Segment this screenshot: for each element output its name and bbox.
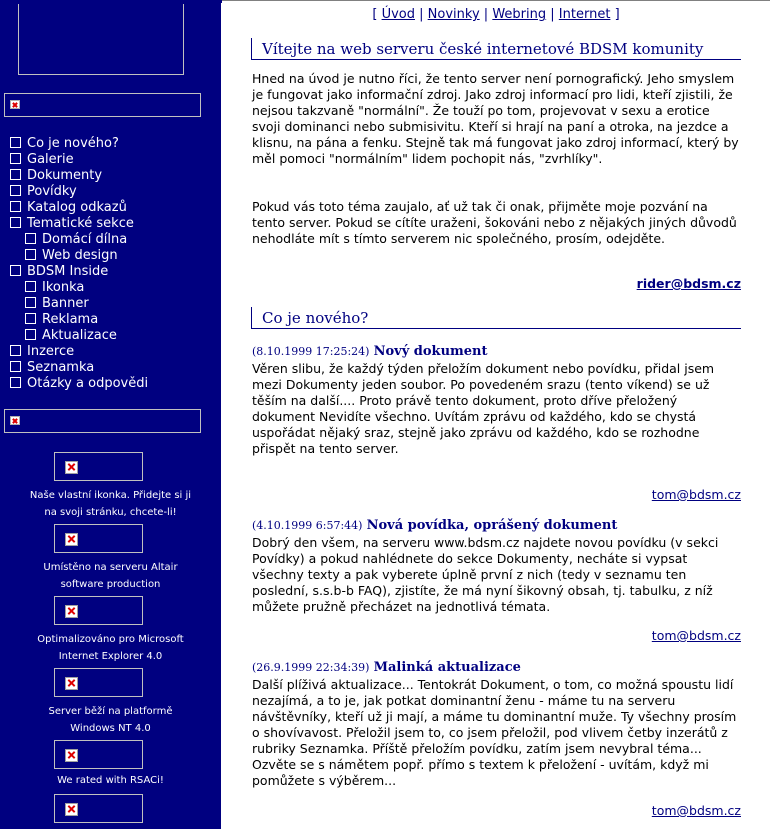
sidebar-item-co-je-noveho[interactable]: Co je nového?: [0, 136, 221, 152]
badge-caption: Naše vlastní ikonka. Přidejte si ji na svoji stránku, chcete-li!: [29, 490, 192, 518]
sidebar-item-bdsm-inside[interactable]: BDSM Inside: [0, 264, 221, 280]
news-item-text: Věren slibu, že každý týden přeložím dokument nebo povídku, přidal jsem mezi Dokumenty jeden soubor. Po povedeném srazu (tento víkend) se už těším na další.... Proto právě tento dokument, proto dříve přeložený dokument Nevidíte všechno. Uvítám zprávu od každého, kdo se chystá uspořádat nějaký sraz, stejně jako zprávu od každého, kdo se rozhodne přispět na tento server.: [252, 361, 715, 456]
checkbox-icon: [10, 201, 21, 212]
badge-ikonka[interactable]: [54, 452, 143, 481]
badge-caption: We rated with RSACi!: [57, 775, 164, 786]
broken-image-icon: [10, 100, 20, 109]
sidebar-item-aktualizace[interactable]: Aktualizace: [0, 328, 221, 344]
badge-altair[interactable]: [54, 524, 143, 553]
broken-image-icon: [65, 803, 78, 816]
news-section-title: Co je nového?: [251, 307, 741, 329]
checkbox-icon: [10, 217, 21, 228]
welcome-paragraph: Hned na úvod je nutno říci, že tento server není pornografický. Jeho smyslem je fungovat jako informační zdroj. Jako zdroj informací pro lidi, kteří zjistili, že nejsou takzvaně "normální". Že touží po tom, projevovat v sexu a erotice svoji dominanci nebo submisivitu. Kteří si hrají na paní a otroka, na jezdce a klisnu, na pána a fenku. Stejně tak má fungovat jako zdroj informací, který by měl pomoci "normálním" lidem pochopit nás, "zvrhlíky".: [252, 71, 739, 166]
checkbox-icon: [25, 313, 36, 324]
news-title: Nový dokument: [373, 344, 488, 359]
checkbox-icon: [10, 137, 21, 148]
nav-link-novinky[interactable]: Novinky: [427, 7, 480, 22]
badge-caption: Optimalizováno pro Microsoft Internet Explorer 4.0: [37, 634, 184, 662]
checkbox-icon: [10, 169, 21, 180]
news-title: Nová povídka, oprášený dokument: [366, 518, 618, 533]
sidebar-item-otazky-a-odpovedi[interactable]: Otázky a odpovědi: [0, 376, 221, 392]
sidebar-item-inzerce[interactable]: Inzerce: [0, 344, 221, 360]
sidebar-item-banner[interactable]: Banner: [0, 296, 221, 312]
checkbox-icon: [10, 265, 21, 276]
badge-internet-explorer[interactable]: [54, 596, 143, 625]
checkbox-icon: [25, 329, 36, 340]
sidebar-item-dokumenty[interactable]: Dokumenty: [0, 168, 221, 184]
checkbox-icon: [25, 297, 36, 308]
news-item-header: [252, 518, 742, 533]
checkbox-icon: [25, 249, 36, 260]
news-author-link[interactable]: tom@bdsm.cz: [651, 487, 741, 502]
broken-image-icon: [65, 461, 78, 474]
news-item-header: [252, 344, 742, 359]
checkbox-icon: [25, 281, 36, 292]
main-content: [222, 0, 770, 829]
welcome-paragraph: Pokud vás toto téma zaujalo, ať už tak či onak, přijměte moje pozvání na tento server. Pokud se cítíte uraženi, šokováni nebo z nějakých jiných důvodů nehodláte mít s tímto serverem nic společného, prosím, odejděte.: [252, 199, 737, 246]
broken-image-icon: [65, 533, 78, 546]
broken-image-icon: [65, 677, 78, 690]
sidebar-menu: [0, 136, 221, 392]
checkbox-icon: [10, 345, 21, 356]
badge-extra[interactable]: [54, 794, 143, 823]
sidebar-item-ikonka[interactable]: Ikonka: [0, 280, 221, 296]
badge-windows-nt[interactable]: [54, 668, 143, 697]
top-navigation: [ Úvod | Novinky | Webring | Internet ]: [372, 7, 620, 22]
badge-rsaci[interactable]: [54, 740, 143, 769]
news-author-link[interactable]: tom@bdsm.cz: [651, 803, 741, 818]
nav-link-internet[interactable]: Internet: [558, 7, 611, 22]
sidebar: [0, 0, 221, 829]
news-date: (4.10.1999 6:57:44): [252, 519, 363, 532]
welcome-title: Vítejte na web serveru české internetové BDSM komunity: [251, 38, 741, 60]
news-date: (26.9.1999 22:34:39): [252, 661, 370, 674]
broken-image-icon: [65, 605, 78, 618]
checkbox-icon: [10, 377, 21, 388]
sidebar-section-informace: Informace: [4, 409, 201, 433]
news-item-text: Další plíživá aktualizace... Tentokrát Dokument, o tom, co možná spoustu lidí nezajímá, a to je, jak potkat dominantní ženu - máme tu na serveru návštěvníky, kteří už ji mají, a máme tu dominantní muže. Ty všechny prosím o shovívavost. Přeložil jsem to, co jsem přeložil, pod vlivem četby inzerátů z rubriky Seznamka. Příště přeložím povídku, zatím jsem nevybral téma... Ozvěte se s námětem popř. přímo s textem k přeložení - uvítám, když mi pomůžete s výběrem...: [252, 677, 737, 788]
sidebar-item-reklama[interactable]: Reklama: [0, 312, 221, 328]
welcome-signature-link[interactable]: rider@bdsm.cz: [636, 276, 741, 291]
checkbox-icon: [10, 361, 21, 372]
checkbox-icon: [10, 153, 21, 164]
nav-link-uvod[interactable]: Úvod: [381, 7, 415, 22]
sidebar-item-domaci-dilna[interactable]: Domácí dílna: [0, 232, 221, 248]
news-date: (8.10.1999 17:25:24): [252, 345, 370, 358]
checkbox-icon: [25, 233, 36, 244]
logo-placeholder: [18, 4, 184, 75]
badge-caption: Server běží na platformě Windows NT 4.0: [48, 706, 173, 734]
news-title: Malinká aktualizace: [373, 660, 521, 675]
sidebar-item-web-design[interactable]: Web design: [0, 248, 221, 264]
nav-link-webring[interactable]: Webring: [492, 7, 547, 22]
news-item-text: Dobrý den všem, na serveru www.bdsm.cz najdete novou povídku (v sekci Povídky) a pokud nahlédnete do sekce Dokumenty, necháte si vypsat všechny texty a pak vyberete úplně první z nich (tedy v seznamu ten poslední, s.s.b-b FAQ), zjistíte, že má nyní šikovný obsah, tj. tabulku, z níž můžete pružně přecházet na jednotlivá témata.: [252, 535, 719, 614]
sidebar-item-tematicke-sekce[interactable]: Tematické sekce: [0, 216, 221, 232]
news-author-link[interactable]: tom@bdsm.cz: [651, 628, 741, 643]
sidebar-section-rubriky: Rubriky: [4, 93, 201, 117]
badge-caption: Umístěno na serveru Altair software production: [43, 562, 178, 590]
sidebar-item-seznamka[interactable]: Seznamka: [0, 360, 221, 376]
sidebar-item-katalog-odkazu[interactable]: Katalog odkazů: [0, 200, 221, 216]
sidebar-item-galerie[interactable]: Galerie: [0, 152, 221, 168]
sidebar-item-povidky[interactable]: Povídky: [0, 184, 221, 200]
broken-image-icon: [65, 749, 78, 762]
news-item-header: [252, 660, 742, 675]
broken-image-icon: [10, 416, 20, 425]
checkbox-icon: [10, 185, 21, 196]
